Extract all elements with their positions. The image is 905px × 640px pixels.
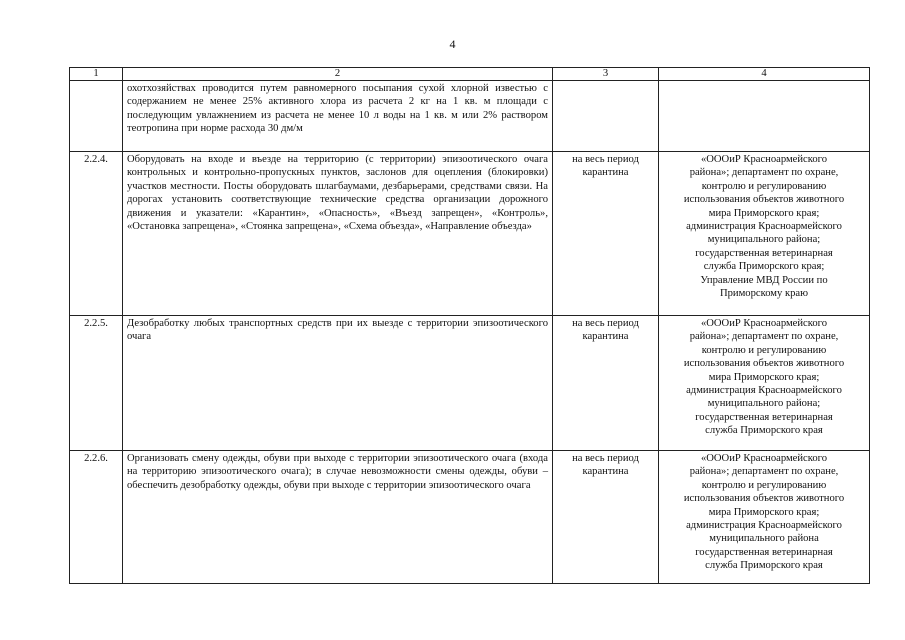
responsible-line: контролю и регулированию [701, 344, 827, 356]
responsible-line: мира Приморского края; [708, 207, 820, 219]
responsible-line: муниципального района; [707, 234, 821, 246]
item-description: Организовать смену одежды, обуви при выходе с территории эпизоотического очага (входа на территорию эпизоотического очага); в случае невозможности смены одежды, обуви – обеспечить дезобработку одежды, обуви при выходе с территории эпизоотического очага [123, 451, 553, 584]
responsible-line: государственная ветеринарная [695, 411, 833, 423]
item-description: Дезобработку любых транспортных средств при их выезде с территории эпизоотического очага [123, 316, 553, 451]
item-description: Оборудовать на входе и въезде на территорию (с территории) эпизоотического очага контрольных и контрольно-пропускных пунктов, заслонов для оцепления (блокировки) участков местности. Посты оборудовать шлагбаумами, дезбарьерами, средствами связи. На дорогах установить соответствующие технические средства организации дорожного движения и указатели: «Карантин», «Опасность», «Въезд запрещен», «Контроль», «Остановка запрещена», «Стоянка запрещена», «Схема объезда», «Направление объезда» [123, 152, 553, 316]
responsible-line: мира Приморского края; [708, 371, 820, 383]
responsible-line: «ОООиР Красноармейского [700, 154, 828, 165]
responsible-line: служба Приморского края; [703, 261, 825, 273]
responsible-line: района»; департамент по охране, [689, 167, 839, 179]
page-number: 4 [449, 37, 456, 51]
table-row [70, 316, 870, 451]
item-number: 2.2.4. [70, 152, 123, 316]
item-period [553, 81, 659, 152]
responsible-line: контролю и регулированию [701, 180, 827, 192]
measures-table [69, 67, 870, 584]
item-period: на весь период карантина [553, 152, 659, 316]
column-header: 1 [70, 68, 123, 81]
table-row [70, 81, 870, 152]
item-responsible [659, 451, 870, 584]
responsible-line: муниципального района [709, 533, 819, 545]
responsible-line: района»; департамент по охране, [689, 466, 839, 478]
item-number: 2.2.5. [70, 316, 123, 451]
responsible-line: служба Приморского края [705, 425, 823, 437]
responsible-line: Приморскому краю [719, 288, 809, 300]
item-description: охотхозяйствах проводится путем равномерного посыпания сухой хлорной известью с содержанием не менее 25% активного хлора из расчета 2 кг на 1 кв. м площади с последующим увлажнением из расчета не менее 10 л воды на 1 кв. м или 2% раствором теотропина при норме расхода 30 дм/м [123, 81, 553, 152]
responsible-line: администрация Красноармейского [686, 385, 842, 397]
responsible-line: района»; департамент по охране, [689, 331, 839, 343]
responsible-line: служба Приморского края [705, 560, 823, 572]
responsible-line: «ОООиР Красноармейского [700, 453, 828, 464]
responsible-line: муниципального района; [707, 398, 821, 410]
item-responsible [659, 316, 870, 451]
table-row [70, 152, 870, 316]
column-header: 4 [659, 68, 870, 81]
responsible-line: использования объектов животного [683, 194, 845, 206]
responsible-line: государственная ветеринарная [695, 546, 833, 558]
responsible-line: администрация Красноармейского [686, 520, 842, 532]
column-header: 3 [553, 68, 659, 81]
item-period: на весь период карантина [553, 451, 659, 584]
responsible-line: использования объектов животного [683, 493, 845, 505]
item-period: на весь период карантина [553, 316, 659, 451]
item-responsible [659, 152, 870, 316]
column-header: 2 [123, 68, 553, 81]
responsible-line: Управление МВД России по [700, 274, 828, 286]
responsible-line: контролю и регулированию [701, 479, 827, 491]
responsible-line: государственная ветеринарная [695, 247, 833, 259]
responsible-line: использования объектов животного [683, 358, 845, 370]
item-responsible [659, 81, 870, 152]
responsible-line: администрация Красноармейского [686, 221, 842, 233]
responsible-line: мира Приморского края; [708, 506, 820, 518]
table-row [70, 451, 870, 584]
item-number: 2.2.6. [70, 451, 123, 584]
item-number [70, 81, 123, 152]
header-row [70, 68, 870, 81]
responsible-line: «ОООиР Красноармейского [700, 318, 828, 329]
